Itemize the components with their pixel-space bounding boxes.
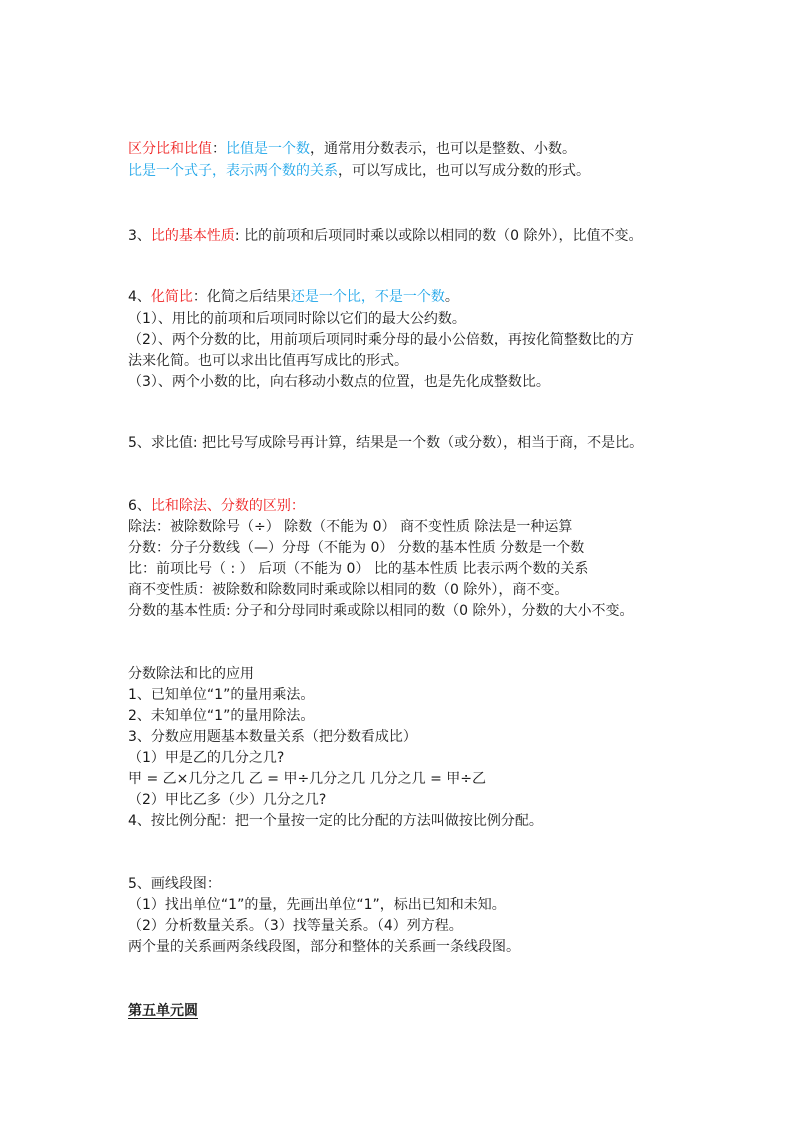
compare-ratio-line-2 (128, 161, 590, 181)
simplify-ratio-mid: ：化简之后结果 (192, 289, 291, 305)
compare-ratio-line-1 (128, 139, 576, 159)
line-diagram-step-1: （1）找出单位“1”的量，先画出单位“1”，标出已知和未知。 (128, 897, 506, 913)
line-diagram-note: 两个量的关系画两条线段图，部分和整体的关系画一条线段图。 (128, 939, 520, 955)
simplify-rule-2: （2）、两个分数的比，用前项后项同时乘分母的最小公倍数，再按化简整数比的方 (128, 332, 634, 348)
fraction-row: 分数：分子分数线（—）分母（不能为 0） 分数的基本性质 分数是一个数 (128, 540, 585, 556)
application-line-5: 甲 = 乙×几分之几 乙 = 甲÷几分之几 几分之几 = 甲÷乙 (128, 771, 486, 787)
item-number: 4、 (128, 289, 151, 305)
application-line-2: 2、未知单位“1”的量用除法。 (128, 708, 315, 724)
simplify-ratio-title: 化简比 (150, 289, 193, 305)
simplify-rule-3: （3）、两个小数的比，向右移动小数点的位置，也是先化成整数比。 (128, 374, 550, 390)
difference-heading (128, 496, 305, 516)
simplify-rule-2-cont: 法来化简。也可以求出比值再写成比的形式。 (128, 353, 408, 369)
application-heading: 分数除法和比的应用 (128, 666, 254, 682)
fraction-basic-property: 分数的基本性质: 分子和分母同时乘或除以相同的数（0 除外），分数的大小不变。 (128, 603, 634, 619)
find-ratio-value: 5、求比值: 把比号写成除号再计算，结果是一个数（或分数），相当于商，不是比。 (128, 435, 644, 451)
period: 。 (444, 289, 459, 305)
simplify-ratio-heading (128, 287, 459, 307)
quotient-invariance: 商不变性质：被除数和除数同时乘或除以相同的数（0 除外），商不变。 (128, 582, 569, 598)
ratio-basic-property-title: 比的基本性质 (150, 228, 235, 244)
ratio-basic-property-text: : 比的前项和后项同时乘以或除以相同的数（0 除外），比值不变。 (234, 228, 643, 244)
ratio-is-expression: 比是一个式子，表示两个数的关系 (128, 163, 338, 179)
application-line-3: 3、分数应用题基本数量关系（把分数看成比） (128, 729, 417, 745)
line-diagram-heading: 5、画线段图： (128, 876, 221, 892)
division-row: 除法：被除数除号（÷） 除数（不能为 0） 商不变性质 除法是一种运算 (128, 519, 573, 535)
application-line-7: 4、按比例分配：把一个量按一定的比分配的方法叫做按比例分配。 (128, 813, 543, 829)
simplify-rule-1: （1）、用比的前项和后项同时除以它们的最大公约数。 (128, 311, 466, 327)
ratio-expression-desc: ，可以写成比，也可以写成分数的形式。 (338, 163, 590, 179)
line-diagram-steps-2-4: （2）分析数量关系。（3）找等量关系。（4）列方程。 (128, 918, 463, 934)
simplify-ratio-highlight: 还是一个比，不是一个数 (290, 289, 445, 305)
item-number: 3、 (128, 228, 151, 244)
application-line-6: （2）甲比乙多（少）几分之几? (128, 792, 327, 808)
ratio-row: 比：前项比号（ : ） 后项（不能为 0） 比的基本性质 比表示两个数的关系 (128, 561, 589, 577)
application-line-4: （1）甲是乙的几分之几? (128, 750, 285, 766)
unit-five-heading: 第五单元圆 (128, 1003, 198, 1019)
ratio-value-is-number: 比值是一个数 (226, 141, 310, 157)
application-line-1: 1、已知单位“1”的量用乘法。 (128, 687, 315, 703)
item-number: 6、 (128, 498, 151, 514)
difference-title: 比和除法、分数的区别： (150, 498, 305, 514)
colon: ： (212, 141, 226, 157)
ratio-basic-property (128, 226, 642, 246)
ratio-value-desc: ，通常用分数表示，也可以是整数、小数。 (310, 141, 576, 157)
compare-ratio-title: 区分比和比值 (128, 141, 212, 157)
